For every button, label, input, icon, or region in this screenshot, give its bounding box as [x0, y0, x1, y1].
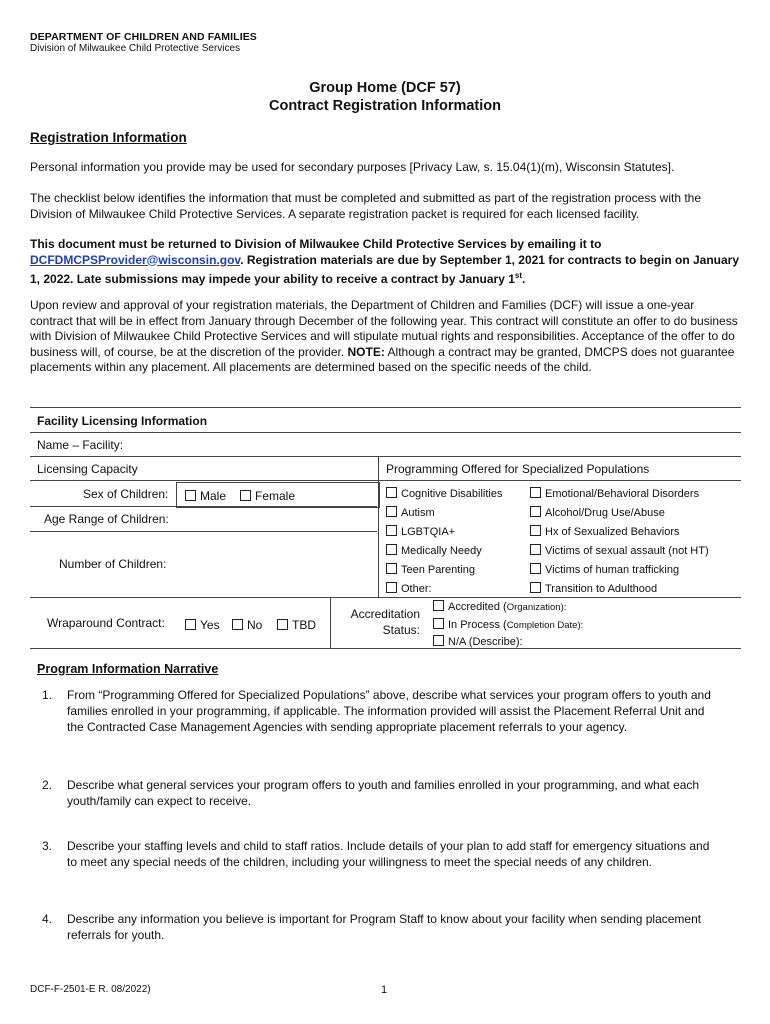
- wraparound-yes[interactable]: Yes: [185, 618, 220, 632]
- narrative-question-4: 4. Describe any information you believe is important for Program Staff to know about your facility when sending placement referrals for youth.: [42, 912, 702, 942]
- wraparound-no[interactable]: No: [232, 618, 262, 632]
- divider: [378, 456, 379, 597]
- program-sexual-assault[interactable]: Victims of sexual assault (not HT): [530, 544, 709, 557]
- program-sexualized-behaviors[interactable]: Hx of Sexualized Behaviors: [530, 525, 680, 538]
- page-number: 1: [381, 984, 388, 996]
- department-name: DEPARTMENT OF CHILDREN AND FAMILIES: [30, 31, 257, 43]
- privacy-paragraph: Personal information you provide may be used for secondary purposes [Privacy Law, s. 15.04(1)(m), Wisconsin Statutes].: [30, 160, 675, 174]
- capacity-label: Licensing Capacity: [37, 462, 138, 476]
- checkbox-icon[interactable]: [530, 582, 541, 593]
- checkbox-icon[interactable]: [386, 487, 397, 498]
- divider: [30, 456, 741, 457]
- checklist-paragraph: The checklist below identifies the information that must be completed and submitted as part of the registration process with the Division of Milwaukee Child Protective Services. A separate registration packet is required for each licensed facility.: [30, 191, 702, 221]
- divider: [30, 597, 741, 598]
- program-autism[interactable]: Autism: [386, 506, 435, 519]
- checkbox-icon[interactable]: [386, 582, 397, 593]
- divider: [30, 407, 741, 408]
- checkbox-icon[interactable]: [232, 619, 243, 630]
- checkbox-icon[interactable]: [185, 490, 196, 501]
- checkbox-icon[interactable]: [240, 490, 251, 501]
- program-alcohol-drug[interactable]: Alcohol/Drug Use/Abuse: [530, 506, 665, 519]
- narrative-question-3: 3. Describe your staffing levels and child to staff ratios. Include details of your plan to add staff for emergency situations and to meet any special needs of the children, including your willingness to meet the special needs of any children.: [42, 839, 710, 869]
- return-instructions: This document must be returned to Division of Milwaukee Child Protective Services by emailing it to DCFDMCPSProvider@wisconsin.gov. Registration materials are due by September 1, 2021 for contracts to begin on January 1, 2022. Late submissions may impede your ability to receive a contract by January 1st.: [30, 237, 740, 286]
- program-human-trafficking[interactable]: Victims of human trafficking: [530, 563, 679, 576]
- checkbox-icon[interactable]: [530, 525, 541, 536]
- checkbox-icon[interactable]: [433, 600, 444, 611]
- sex-label: Sex of Children:: [83, 487, 169, 501]
- narrative-question-1: 1. From “Programming Offered for Specialized Populations” above, describe what services your program offers to youth and families enrolled in your programming, if applicable. The information provided will assist the Placement Referral Unit and the Contracted Case Management Agencies with sending appropriate placement referrals to your agency.: [42, 688, 711, 734]
- checkbox-icon[interactable]: [433, 635, 444, 646]
- number-of-children-label: Number of Children:: [59, 557, 167, 571]
- accreditation-label: Accreditation: [350, 607, 420, 621]
- checkbox-icon[interactable]: [277, 619, 288, 630]
- form-id: DCF-F-2501-E R. 08/2022): [30, 984, 151, 995]
- checkbox-icon[interactable]: [386, 544, 397, 555]
- checkbox-icon[interactable]: [530, 544, 541, 555]
- sex-option-female[interactable]: Female: [240, 489, 295, 503]
- checkbox-icon[interactable]: [530, 506, 541, 517]
- form-title: Group Home (DCF 57): [309, 80, 461, 96]
- age-range-label: Age Range of Children:: [44, 512, 169, 526]
- registration-heading: Registration Information: [30, 130, 187, 145]
- facility-name-label: Name – Facility:: [37, 438, 124, 452]
- in-process-option[interactable]: In Process (Completion Date):: [433, 618, 583, 631]
- email-link[interactable]: DCFDMCPSProvider@wisconsin.gov: [30, 252, 241, 267]
- checkbox-icon[interactable]: [530, 563, 541, 574]
- program-medically-needy[interactable]: Medically Needy: [386, 544, 482, 557]
- program-lgbtqia[interactable]: LGBTQIA+: [386, 525, 455, 538]
- accreditation-status-label: Status:: [382, 623, 420, 637]
- contract-paragraph: Upon review and approval of your registration materials, the Department of Children and Families (DCF) will issue a one-year contract that will be in effect from January through December of the following year. This contract will constitute an offer to do business with Division of Milwaukee Child Protective Services and will stipulate mutual rights and responsibilities. Acceptance of the offer to do business will, of course, be at the discretion of the provider. NOTE: Although a contract may be granted, DMCPS does not guarantee placements within any placement. All placements are determined based on the specific needs of the child.: [30, 298, 738, 374]
- na-option[interactable]: N/A (Describe):: [433, 635, 523, 648]
- checkbox-icon[interactable]: [386, 506, 397, 517]
- sex-option-male[interactable]: Male: [185, 489, 226, 503]
- checkbox-icon[interactable]: [386, 525, 397, 536]
- form-subtitle: Contract Registration Information: [268, 98, 501, 114]
- divider: [330, 597, 331, 648]
- checkbox-icon[interactable]: [386, 563, 397, 574]
- program-other[interactable]: Other:: [386, 582, 432, 595]
- program-cognitive-disabilities[interactable]: Cognitive Disabilities: [386, 487, 503, 500]
- age-range-input[interactable]: [176, 506, 378, 530]
- checkbox-icon[interactable]: [433, 618, 444, 629]
- program-transition-adulthood[interactable]: Transition to Adulthood: [530, 582, 657, 595]
- wraparound-label: Wraparound Contract:: [47, 616, 165, 630]
- number-of-children-input[interactable]: [176, 531, 378, 597]
- narrative-question-2: 2. Describe what general services your program offers to youth and families enrolled in your programming, and what each youth/family can expect to receive.: [42, 778, 700, 808]
- narrative-heading: Program Information Narrative: [37, 662, 219, 676]
- program-emotional-behavioral[interactable]: Emotional/Behavioral Disorders: [530, 487, 699, 500]
- facility-heading: Facility Licensing Information: [37, 414, 208, 428]
- divider: [30, 648, 741, 649]
- divider: [30, 432, 741, 433]
- division-name: Division of Milwaukee Child Protective Services: [30, 43, 241, 54]
- wraparound-tbd[interactable]: TBD: [277, 618, 316, 632]
- checkbox-icon[interactable]: [530, 487, 541, 498]
- divider: [30, 480, 741, 481]
- programming-label: Programming Offered for Specialized Populations: [386, 462, 650, 476]
- program-teen-parenting[interactable]: Teen Parenting: [386, 563, 475, 576]
- checkbox-icon[interactable]: [185, 619, 196, 630]
- accredited-option[interactable]: Accredited (Organization):: [433, 600, 566, 613]
